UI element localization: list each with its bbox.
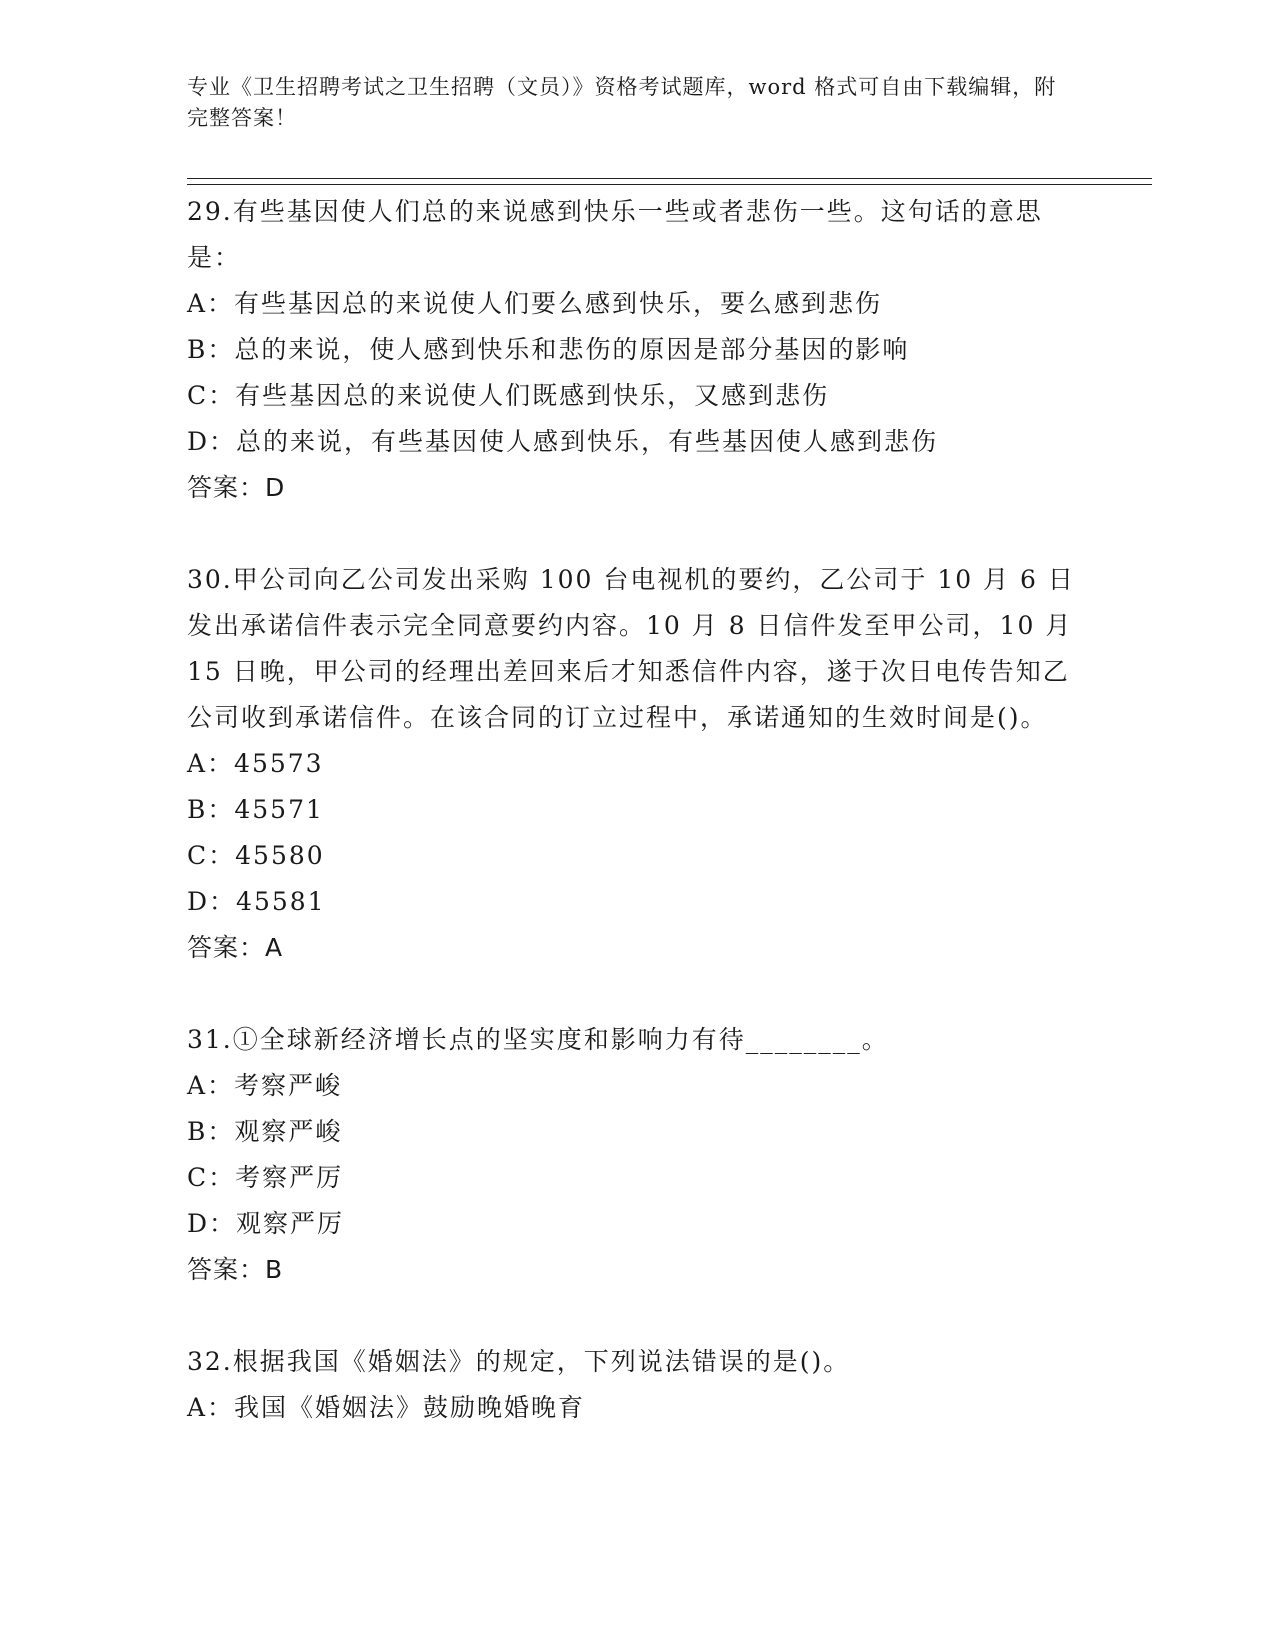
- header-rule-bottom: [187, 184, 1152, 185]
- document-header: 专业《卫生招聘考试之卫生招聘（文员）》资格考试题库，word 格式可自由下载编辑，附完整答案！: [187, 75, 1057, 130]
- header-rule-top: [187, 178, 1152, 179]
- question-32: [187, 1339, 1087, 1431]
- question-30: [187, 557, 1087, 971]
- option-c: C：有些基因总的来说使人们既感到快乐，又感到悲伤: [187, 381, 830, 410]
- option-d: D：45581: [187, 887, 326, 916]
- spacer: [187, 511, 1087, 557]
- option-b: B：45571: [187, 795, 324, 824]
- option-a: A：有些基因总的来说使人们要么感到快乐，要么感到悲伤: [187, 289, 883, 318]
- spacer: [187, 1293, 1087, 1339]
- question-stem: 32.根据我国《婚姻法》的规定，下列说法错误的是()。: [187, 1347, 851, 1376]
- answer: 答案：B: [187, 1255, 284, 1284]
- question-31: [187, 1017, 1087, 1293]
- option-c: C：45580: [187, 841, 325, 870]
- spacer: [187, 971, 1087, 1017]
- question-29: [187, 189, 1087, 511]
- question-stem: 31.①全球新经济增长点的坚实度和影响力有待________。: [187, 1025, 889, 1054]
- option-d: D：总的来说，有些基因使人感到快乐，有些基因使人感到悲伤: [187, 427, 939, 456]
- answer: 答案：D: [187, 473, 286, 502]
- option-c: C：考察严厉: [187, 1163, 344, 1192]
- option-b: B：观察严峻: [187, 1117, 343, 1146]
- answer: 答案：A: [187, 933, 284, 962]
- option-a: A：45573: [187, 749, 324, 778]
- option-b: B：总的来说，使人感到快乐和悲伤的原因是部分基因的影响: [187, 335, 910, 364]
- question-stem: 30.甲公司向乙公司发出采购 100 台电视机的要约，乙公司于 10 月 6 日发出承诺信件表示完全同意要约内容。10 月 8 日信件发至甲公司，10 月 15 日晚，甲公司的经理出差回来后才知悉信件内容，遂于次日电传告知乙公司收到承诺信件。在该合同的订立过程中，承诺通知的生效时间是()。: [187, 565, 1075, 732]
- option-a: A：我国《婚姻法》鼓励晚婚晚育: [187, 1393, 586, 1422]
- option-d: D：观察严厉: [187, 1209, 345, 1238]
- question-list: [187, 189, 1087, 1431]
- option-a: A：考察严峻: [187, 1071, 343, 1100]
- question-stem: 29.有些基因使人们总的来说感到快乐一些或者悲伤一些。这句话的意思是：: [187, 197, 1043, 272]
